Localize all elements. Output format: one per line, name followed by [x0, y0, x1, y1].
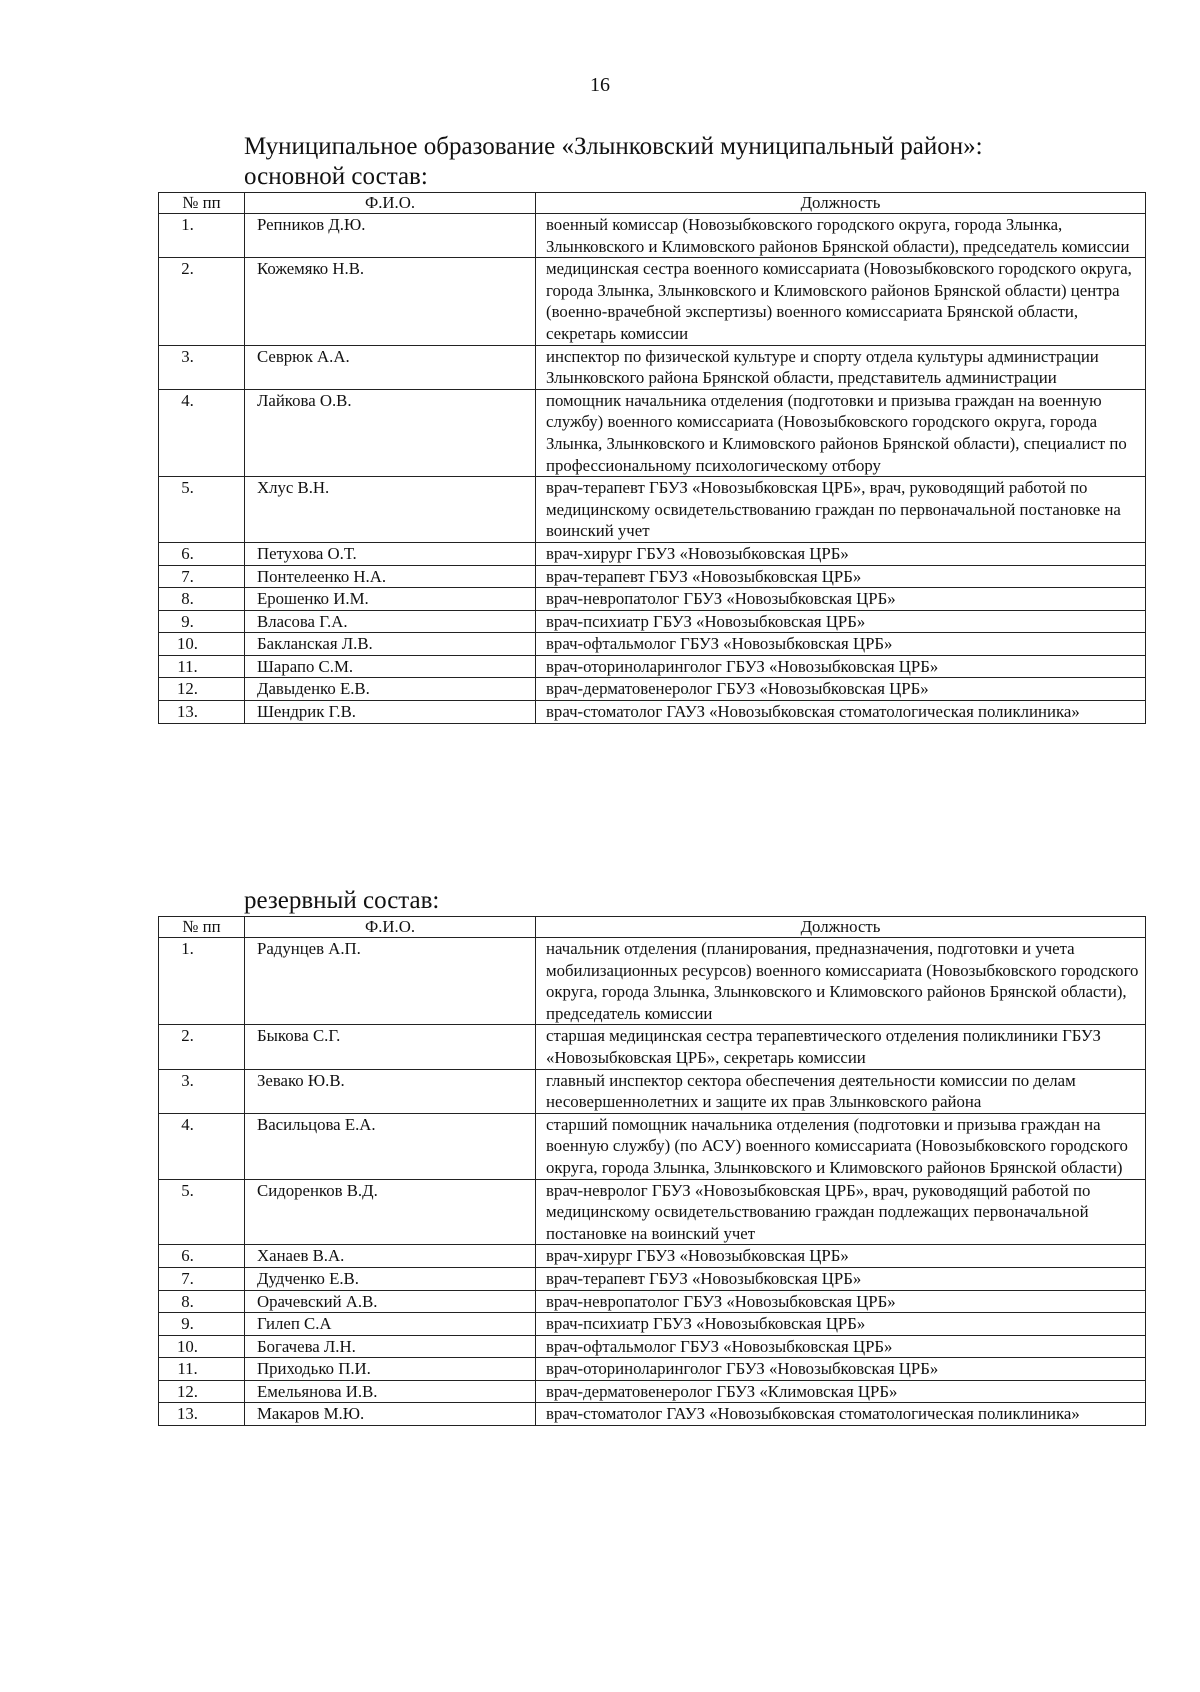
- table-row: [159, 389, 1146, 476]
- person-name: Богачева Л.Н.: [245, 1335, 536, 1358]
- row-number: 4.: [159, 1113, 245, 1179]
- header-name: Ф.И.О.: [245, 917, 536, 938]
- person-name: Дудченко Е.В.: [245, 1267, 536, 1290]
- table-row: [159, 610, 1146, 633]
- table-row: [159, 1113, 1146, 1179]
- row-number: 13.: [159, 1403, 245, 1426]
- table-row: [159, 214, 1146, 258]
- person-name: Кожемяко Н.В.: [245, 258, 536, 345]
- header-num: № пп: [159, 193, 245, 214]
- person-position: врач-психиатр ГБУЗ «Новозыбковская ЦРБ»: [536, 610, 1146, 633]
- table-row: [159, 1380, 1146, 1403]
- person-position: врач-офтальмолог ГБУЗ «Новозыбковская ЦРБ»: [536, 1335, 1146, 1358]
- table-header-row: [159, 917, 1146, 938]
- row-number: 13.: [159, 701, 245, 724]
- person-name: Петухова О.Т.: [245, 542, 536, 565]
- table-row: [159, 1290, 1146, 1313]
- row-number: 7.: [159, 1267, 245, 1290]
- main-composition-table: [158, 192, 1146, 724]
- person-name: Зевако Ю.В.: [245, 1069, 536, 1113]
- table-row: [159, 588, 1146, 611]
- person-position: врач-невропатолог ГБУЗ «Новозыбковская ЦРБ»: [536, 1290, 1146, 1313]
- person-position: врач-офтальмолог ГБУЗ «Новозыбковская ЦРБ»: [536, 633, 1146, 656]
- row-number: 1.: [159, 214, 245, 258]
- person-position: врач-стоматолог ГАУЗ «Новозыбковская стоматологическая поликлиника»: [536, 701, 1146, 724]
- page-number: 16: [590, 74, 610, 96]
- row-number: 4.: [159, 389, 245, 476]
- table-row: [159, 1179, 1146, 1245]
- row-number: 9.: [159, 1313, 245, 1336]
- person-position: врач-дерматовенеролог ГБУЗ «Новозыбковская ЦРБ»: [536, 678, 1146, 701]
- person-position: врач-хирург ГБУЗ «Новозыбковская ЦРБ»: [536, 542, 1146, 565]
- header-name: Ф.И.О.: [245, 193, 536, 214]
- table-row: [159, 542, 1146, 565]
- person-name: Понтелеенко Н.А.: [245, 565, 536, 588]
- person-name: Сидоренков В.Д.: [245, 1179, 536, 1245]
- row-number: 12.: [159, 678, 245, 701]
- person-position: начальник отделения (планирования, предназначения, подготовки и учета мобилизационных ресурсов) военного комиссариата (Новозыбковского городского округа, города Злынка, Злынковского и Климовского районов Брянской области), председатель комиссии: [536, 938, 1146, 1025]
- row-number: 7.: [159, 565, 245, 588]
- row-number: 11.: [159, 655, 245, 678]
- person-position: главный инспектор сектора обеспечения деятельности комиссии по делам несовершеннолетних и защите их прав Злынковского района: [536, 1069, 1146, 1113]
- person-name: Макаров М.Ю.: [245, 1403, 536, 1426]
- person-name: Власова Г.А.: [245, 610, 536, 633]
- table-row: [159, 258, 1146, 345]
- person-name: Бакланская Л.В.: [245, 633, 536, 656]
- row-number: 12.: [159, 1380, 245, 1403]
- table-row: [159, 938, 1146, 1025]
- person-position: старшая медицинская сестра терапевтического отделения поликлиники ГБУЗ «Новозыбковская ЦРБ», секретарь комиссии: [536, 1025, 1146, 1069]
- person-position: врач-дерматовенеролог ГБУЗ «Климовская ЦРБ»: [536, 1380, 1146, 1403]
- table-row: [159, 1403, 1146, 1426]
- row-number: 8.: [159, 588, 245, 611]
- person-position: врач-оториноларинголог ГБУЗ «Новозыбковская ЦРБ»: [536, 1358, 1146, 1381]
- person-position: старший помощник начальника отделения (подготовки и призыва граждан на военную службу) (по АСУ) военного комиссариата (Новозыбковского городского округа, города Злынка, Злынковского и Климовского районов Брянской области): [536, 1113, 1146, 1179]
- table-row: [159, 1358, 1146, 1381]
- person-position: инспектор по физической культуре и спорту отдела культуры администрации Злынковского района Брянской области, представитель администрации: [536, 345, 1146, 389]
- table-row: [159, 1335, 1146, 1358]
- row-number: 1.: [159, 938, 245, 1025]
- person-name: Шарапо С.М.: [245, 655, 536, 678]
- table-row: [159, 1025, 1146, 1069]
- person-position: врач-стоматолог ГАУЗ «Новозыбковская стоматологическая поликлиника»: [536, 1403, 1146, 1426]
- person-position: врач-оториноларинголог ГБУЗ «Новозыбковская ЦРБ»: [536, 655, 1146, 678]
- table-row: [159, 678, 1146, 701]
- table-row: [159, 1245, 1146, 1268]
- person-position: врач-невропатолог ГБУЗ «Новозыбковская ЦРБ»: [536, 588, 1146, 611]
- header-num: № пп: [159, 917, 245, 938]
- table-row: [159, 1069, 1146, 1113]
- table-row: [159, 655, 1146, 678]
- table-row: [159, 633, 1146, 656]
- person-name: Шендрик Г.В.: [245, 701, 536, 724]
- person-position: врач-терапевт ГБУЗ «Новозыбковская ЦРБ»: [536, 1267, 1146, 1290]
- person-name: Лайкова О.В.: [245, 389, 536, 476]
- person-position: врач-терапевт ГБУЗ «Новозыбковская ЦРБ»: [536, 565, 1146, 588]
- row-number: 3.: [159, 1069, 245, 1113]
- person-name: Севрюк А.А.: [245, 345, 536, 389]
- person-name: Орачевский А.В.: [245, 1290, 536, 1313]
- person-name: Быкова С.Г.: [245, 1025, 536, 1069]
- person-name: Приходько П.И.: [245, 1358, 536, 1381]
- person-position: врач-терапевт ГБУЗ «Новозыбковская ЦРБ», врач, руководящий работой по медицинскому освидетельствованию граждан по первоначальной постановке на воинский учет: [536, 477, 1146, 543]
- document-heading: Муниципальное образование «Злынковский муниципальный район»:: [244, 133, 983, 160]
- reserve-composition-rows: [159, 938, 1146, 1426]
- row-number: 8.: [159, 1290, 245, 1313]
- table-row: [159, 701, 1146, 724]
- person-position: врач-психиатр ГБУЗ «Новозыбковская ЦРБ»: [536, 1313, 1146, 1336]
- person-name: Ерошенко И.М.: [245, 588, 536, 611]
- table-row: [159, 1313, 1146, 1336]
- person-name: Гилеп С.А: [245, 1313, 536, 1336]
- row-number: 5.: [159, 477, 245, 543]
- row-number: 10.: [159, 1335, 245, 1358]
- person-name: Хлус В.Н.: [245, 477, 536, 543]
- person-name: Давыденко Е.В.: [245, 678, 536, 701]
- person-position: врач-невролог ГБУЗ «Новозыбковская ЦРБ», врач, руководящий работой по медицинскому освидетельствованию граждан подлежащих первоначальной постановке на воинский учет: [536, 1179, 1146, 1245]
- person-position: медицинская сестра военного комиссариата (Новозыбковского городского округа, города Злынка, Злынковского и Климовского районов Брянской области) центра (военно-врачебной экспертизы) военного комиссариата Брянской области, секретарь комиссии: [536, 258, 1146, 345]
- person-name: Ханаев В.А.: [245, 1245, 536, 1268]
- row-number: 9.: [159, 610, 245, 633]
- person-name: Емельянова И.В.: [245, 1380, 536, 1403]
- row-number: 5.: [159, 1179, 245, 1245]
- reserve-composition-table: [158, 916, 1146, 1426]
- table-row: [159, 477, 1146, 543]
- main-composition-title: основной состав:: [244, 163, 428, 190]
- row-number: 6.: [159, 542, 245, 565]
- person-position: помощник начальника отделения (подготовки и призыва граждан на военную службу) военного комиссариата (Новозыбковского городского округа, города Злынка, Злынковского и Климовского районов Брянской области), специалист по профессиональному психологическому отбору: [536, 389, 1146, 476]
- row-number: 11.: [159, 1358, 245, 1381]
- row-number: 6.: [159, 1245, 245, 1268]
- person-position: врач-хирург ГБУЗ «Новозыбковская ЦРБ»: [536, 1245, 1146, 1268]
- table-row: [159, 345, 1146, 389]
- person-name: Репников Д.Ю.: [245, 214, 536, 258]
- table-row: [159, 565, 1146, 588]
- reserve-composition-title: резервный состав:: [244, 887, 440, 914]
- table-row: [159, 1267, 1146, 1290]
- row-number: 2.: [159, 1025, 245, 1069]
- person-name: Васильцова Е.А.: [245, 1113, 536, 1179]
- person-name: Радунцев А.П.: [245, 938, 536, 1025]
- row-number: 3.: [159, 345, 245, 389]
- row-number: 10.: [159, 633, 245, 656]
- person-position: военный комиссар (Новозыбковского городского округа, города Злынка, Злынковского и Климовского районов Брянской области), председатель комиссии: [536, 214, 1146, 258]
- header-position: Должность: [536, 917, 1146, 938]
- row-number: 2.: [159, 258, 245, 345]
- table-header-row: [159, 193, 1146, 214]
- main-composition-rows: [159, 214, 1146, 724]
- header-position: Должность: [536, 193, 1146, 214]
